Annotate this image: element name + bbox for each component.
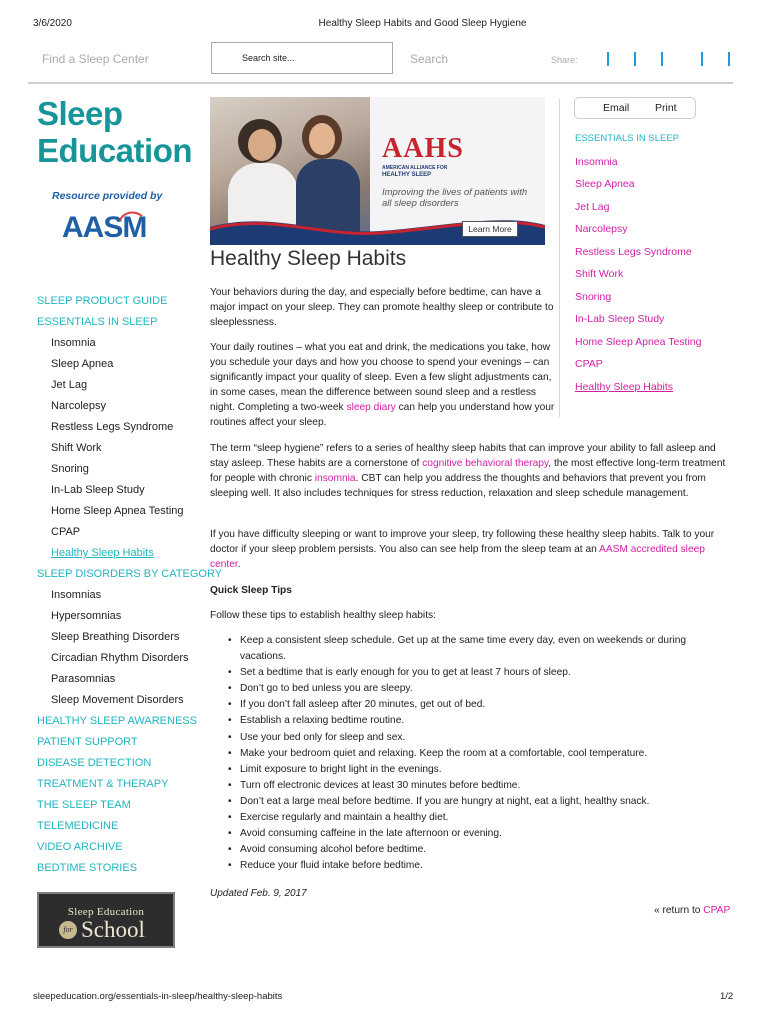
sleep-diary-link[interactable]: sleep diary bbox=[346, 402, 396, 413]
p3-text-c: . CBT can help you address the thoughts and behaviors that prevent you from sleeping well. It also includes techniques for stress reduction, relaxation and sleep schedule management. bbox=[210, 473, 706, 499]
banner-face-left bbox=[248, 129, 276, 161]
tip-item: • Keep a consistent sleep schedule. Get up at the same time every day, even on weekends or during vacations. bbox=[240, 633, 733, 665]
right-column-divider bbox=[559, 99, 560, 417]
logo-line2: Education bbox=[37, 132, 193, 169]
sidebar-item[interactable]: Insomnia bbox=[51, 337, 96, 349]
sidebar-item[interactable]: CPAP bbox=[51, 526, 81, 538]
right-nav-item[interactable]: Narcolepsy bbox=[575, 223, 628, 235]
sidebar-item[interactable]: ESSENTIALS IN SLEEP bbox=[37, 316, 158, 328]
tip-item: • Limit exposure to bright light in the evenings. bbox=[240, 762, 733, 778]
sidebar-item[interactable]: In-Lab Sleep Study bbox=[51, 484, 145, 496]
right-nav-item[interactable]: In-Lab Sleep Study bbox=[575, 313, 665, 325]
sidebar-item[interactable]: Jet Lag bbox=[51, 379, 88, 391]
tip-item: • Avoid consuming alcohol before bedtime. bbox=[240, 842, 733, 858]
paragraph-sleep-hygiene bbox=[210, 441, 733, 501]
search-input[interactable]: Search site... bbox=[211, 42, 393, 74]
updated-date: Updated Feb. 9, 2017 bbox=[210, 888, 307, 899]
right-nav-item[interactable]: Snoring bbox=[575, 290, 612, 303]
paragraph-intro: Your behaviors during the day, and especially before bedtime, can have a major impact on your sleep. They can promote healthy sleep or contribute to sleeplessness. bbox=[210, 287, 554, 328]
right-nav-item[interactable]: Home Sleep Apnea Testing bbox=[575, 335, 702, 348]
school-banner-for: for bbox=[59, 921, 77, 939]
sidebar-item[interactable]: VIDEO ARCHIVE bbox=[37, 841, 123, 853]
share-pinterest-icon[interactable] bbox=[701, 52, 703, 66]
print-footer-url: sleepeducation.org/essentials-in-sleep/healthy-sleep-habits bbox=[33, 991, 283, 1002]
sidebar-item[interactable]: Shift Work bbox=[51, 442, 102, 454]
school-banner-top: Sleep Education bbox=[67, 906, 145, 918]
right-nav-item[interactable]: ESSENTIALS IN SLEEP bbox=[575, 133, 680, 144]
tip-item: • Don’t go to bed unless you are sleepy. bbox=[240, 681, 733, 697]
aahs-logo-sub: AMERICAN ALLIANCE FOR bbox=[382, 165, 448, 171]
right-nav-item[interactable]: Jet Lag bbox=[575, 200, 610, 213]
search-button[interactable]: Search bbox=[410, 52, 449, 66]
sidebar-item[interactable]: HEALTHY SLEEP AWARENESS bbox=[37, 715, 197, 727]
aahs-banner-ad[interactable] bbox=[210, 97, 545, 245]
sidebar-item[interactable]: BEDTIME STORIES bbox=[37, 862, 138, 874]
sidebar-item[interactable]: Sleep Breathing Disorders bbox=[51, 631, 180, 643]
banner-face-right bbox=[309, 123, 335, 155]
sidebar-item[interactable]: TELEMEDICINE bbox=[37, 820, 119, 832]
aahs-logo-sub2: HEALTHY SLEEP bbox=[382, 172, 432, 178]
return-prefix: « return to bbox=[654, 905, 704, 916]
sidebar-item[interactable]: Restless Legs Syndrome bbox=[51, 421, 174, 433]
tip-item: • Use your bed only for sleep and sex. bbox=[240, 730, 733, 746]
paragraph-daily-routines bbox=[210, 340, 555, 430]
p4-text-b: . bbox=[237, 559, 241, 570]
sidebar-item[interactable]: Hypersomnias bbox=[51, 610, 122, 622]
return-link-line bbox=[654, 905, 730, 916]
print-date: 3/6/2020 bbox=[33, 18, 72, 29]
share-linkedin-icon[interactable] bbox=[661, 52, 663, 66]
tip-item: • Make your bedroom quiet and relaxing. Keep the room at a comfortable, cool temperature. bbox=[240, 746, 733, 762]
site-logo[interactable] bbox=[37, 95, 192, 169]
print-title: Healthy Sleep Habits and Good Sleep Hygiene bbox=[318, 18, 527, 29]
print-button[interactable]: Print bbox=[655, 102, 677, 114]
sidebar-item[interactable]: Sleep Apnea bbox=[51, 358, 114, 370]
p2-text-a: Your daily routines – what you eat and drink, the medications you take, how you schedule your days and how you choose to spend your evenings – can significantly impact your quality of sleep. Even a few slight adjustments can, in some cases, mean the difference between sound sleep and a restless night. Completing a two-week bbox=[210, 342, 552, 413]
right-nav-item[interactable]: Healthy Sleep Habits bbox=[575, 380, 674, 393]
tip-item: • Set a bedtime that is early enough for you to get at least 7 hours of sleep. bbox=[240, 665, 733, 681]
p3-text-a: The term “sleep hygiene” refers to a series of healthy sleep habits that can improve your ability to fall asleep and stay asleep. These habits are a cornerstone of bbox=[210, 443, 716, 469]
p4-text-a: If you have difficulty sleeping or want to improve your sleep, try following these healthy sleep habits. Talk to your doctor if your sleep problem persists. You also can see help from the sleep team at an bbox=[210, 529, 715, 555]
share-email-icon[interactable] bbox=[728, 52, 730, 66]
sidebar-nav bbox=[37, 293, 223, 881]
paragraph-difficulty bbox=[210, 527, 733, 572]
right-nav-item[interactable]: Shift Work bbox=[575, 268, 624, 280]
sidebar-item[interactable]: TREATMENT & THERAPY bbox=[37, 778, 169, 790]
insomnia-link[interactable]: insomnia bbox=[314, 473, 356, 484]
right-nav bbox=[575, 131, 755, 401]
sidebar-item[interactable]: SLEEP DISORDERS BY CATEGORY bbox=[37, 568, 223, 580]
school-banner-main: School bbox=[81, 917, 145, 942]
logo-line1: Sleep bbox=[37, 95, 123, 132]
page-title: Healthy Sleep Habits bbox=[210, 247, 407, 270]
tip-item: • Avoid consuming caffeine in the late afternoon or evening. bbox=[240, 826, 733, 842]
tip-item: • Reduce your fluid intake before bedtime. bbox=[240, 858, 733, 874]
tip-item: • Establish a relaxing bedtime routine. bbox=[240, 713, 733, 729]
sidebar-item[interactable]: SLEEP PRODUCT GUIDE bbox=[37, 295, 168, 307]
aasm-accredited-link[interactable]: AASM accredited sleep center bbox=[210, 544, 705, 570]
banner-tagline: Improving the lives of patients with all sleep disorders bbox=[382, 187, 528, 209]
p3-text-b: , the most effective long-term treatment for people with chronic bbox=[210, 458, 726, 484]
tip-item: • Turn off electronic devices at least 30 minutes before bedtime. bbox=[240, 778, 733, 794]
aasm-logo[interactable] bbox=[62, 208, 152, 245]
resource-provided-by: Resource provided by bbox=[52, 190, 163, 202]
sidebar-item[interactable]: Snoring bbox=[51, 463, 89, 475]
sidebar-item[interactable]: Circadian Rhythm Disorders bbox=[51, 652, 189, 664]
sidebar-item[interactable]: Parasomnias bbox=[51, 673, 116, 685]
share-label: Share: bbox=[551, 55, 578, 65]
sidebar-item[interactable]: Home Sleep Apnea Testing bbox=[51, 505, 184, 517]
tip-item: • Exercise regularly and maintain a healthy diet. bbox=[240, 810, 733, 826]
tips-list-container bbox=[210, 633, 733, 874]
right-nav-item[interactable]: Insomnia bbox=[575, 155, 618, 168]
right-nav-item[interactable]: Sleep Apnea bbox=[575, 178, 635, 190]
sleep-education-for-school-banner[interactable] bbox=[37, 892, 175, 948]
email-button[interactable]: Email bbox=[603, 102, 630, 114]
email-print-bar bbox=[574, 97, 696, 119]
tips-intro: Follow these tips to establish healthy sleep habits: bbox=[210, 610, 436, 621]
sidebar-item[interactable]: PATIENT SUPPORT bbox=[37, 736, 138, 748]
right-nav-item[interactable]: CPAP bbox=[575, 358, 603, 370]
aahs-logo: AAHS bbox=[382, 133, 464, 164]
print-footer-page: 1/2 bbox=[720, 991, 734, 1002]
share-facebook-icon[interactable] bbox=[607, 52, 609, 66]
cbt-link[interactable]: cognitive behavioral therapy bbox=[422, 458, 549, 469]
sidebar-item[interactable]: DISEASE DETECTION bbox=[37, 757, 152, 769]
right-nav-item[interactable]: Restless Legs Syndrome bbox=[575, 245, 692, 258]
learn-more-button[interactable]: Learn More bbox=[462, 221, 518, 237]
sidebar-item[interactable]: THE SLEEP TEAM bbox=[37, 799, 131, 811]
return-cpap-link[interactable]: CPAP bbox=[703, 905, 731, 916]
tip-item: • Don’t eat a large meal before bedtime. If you are hungry at night, eat a light, healthy snack. bbox=[240, 794, 733, 810]
tips-list bbox=[210, 633, 733, 874]
find-sleep-center-link[interactable]: Find a Sleep Center bbox=[42, 52, 149, 66]
tips-heading: Quick Sleep Tips bbox=[210, 585, 292, 596]
sidebar-item[interactable]: Insomnias bbox=[51, 589, 102, 601]
p2-text-b: can help you understand how your routines affect your sleep. bbox=[210, 402, 555, 428]
share-twitter-icon[interactable] bbox=[634, 52, 636, 66]
tip-item: • If you don’t fall asleep after 20 minutes, get out of bed. bbox=[240, 697, 733, 713]
sidebar-item[interactable]: Narcolepsy bbox=[51, 400, 107, 412]
sidebar-item[interactable]: Healthy Sleep Habits bbox=[51, 547, 154, 559]
svg-text:AASM: AASM bbox=[62, 211, 147, 242]
sidebar-item[interactable]: Sleep Movement Disorders bbox=[51, 694, 184, 706]
